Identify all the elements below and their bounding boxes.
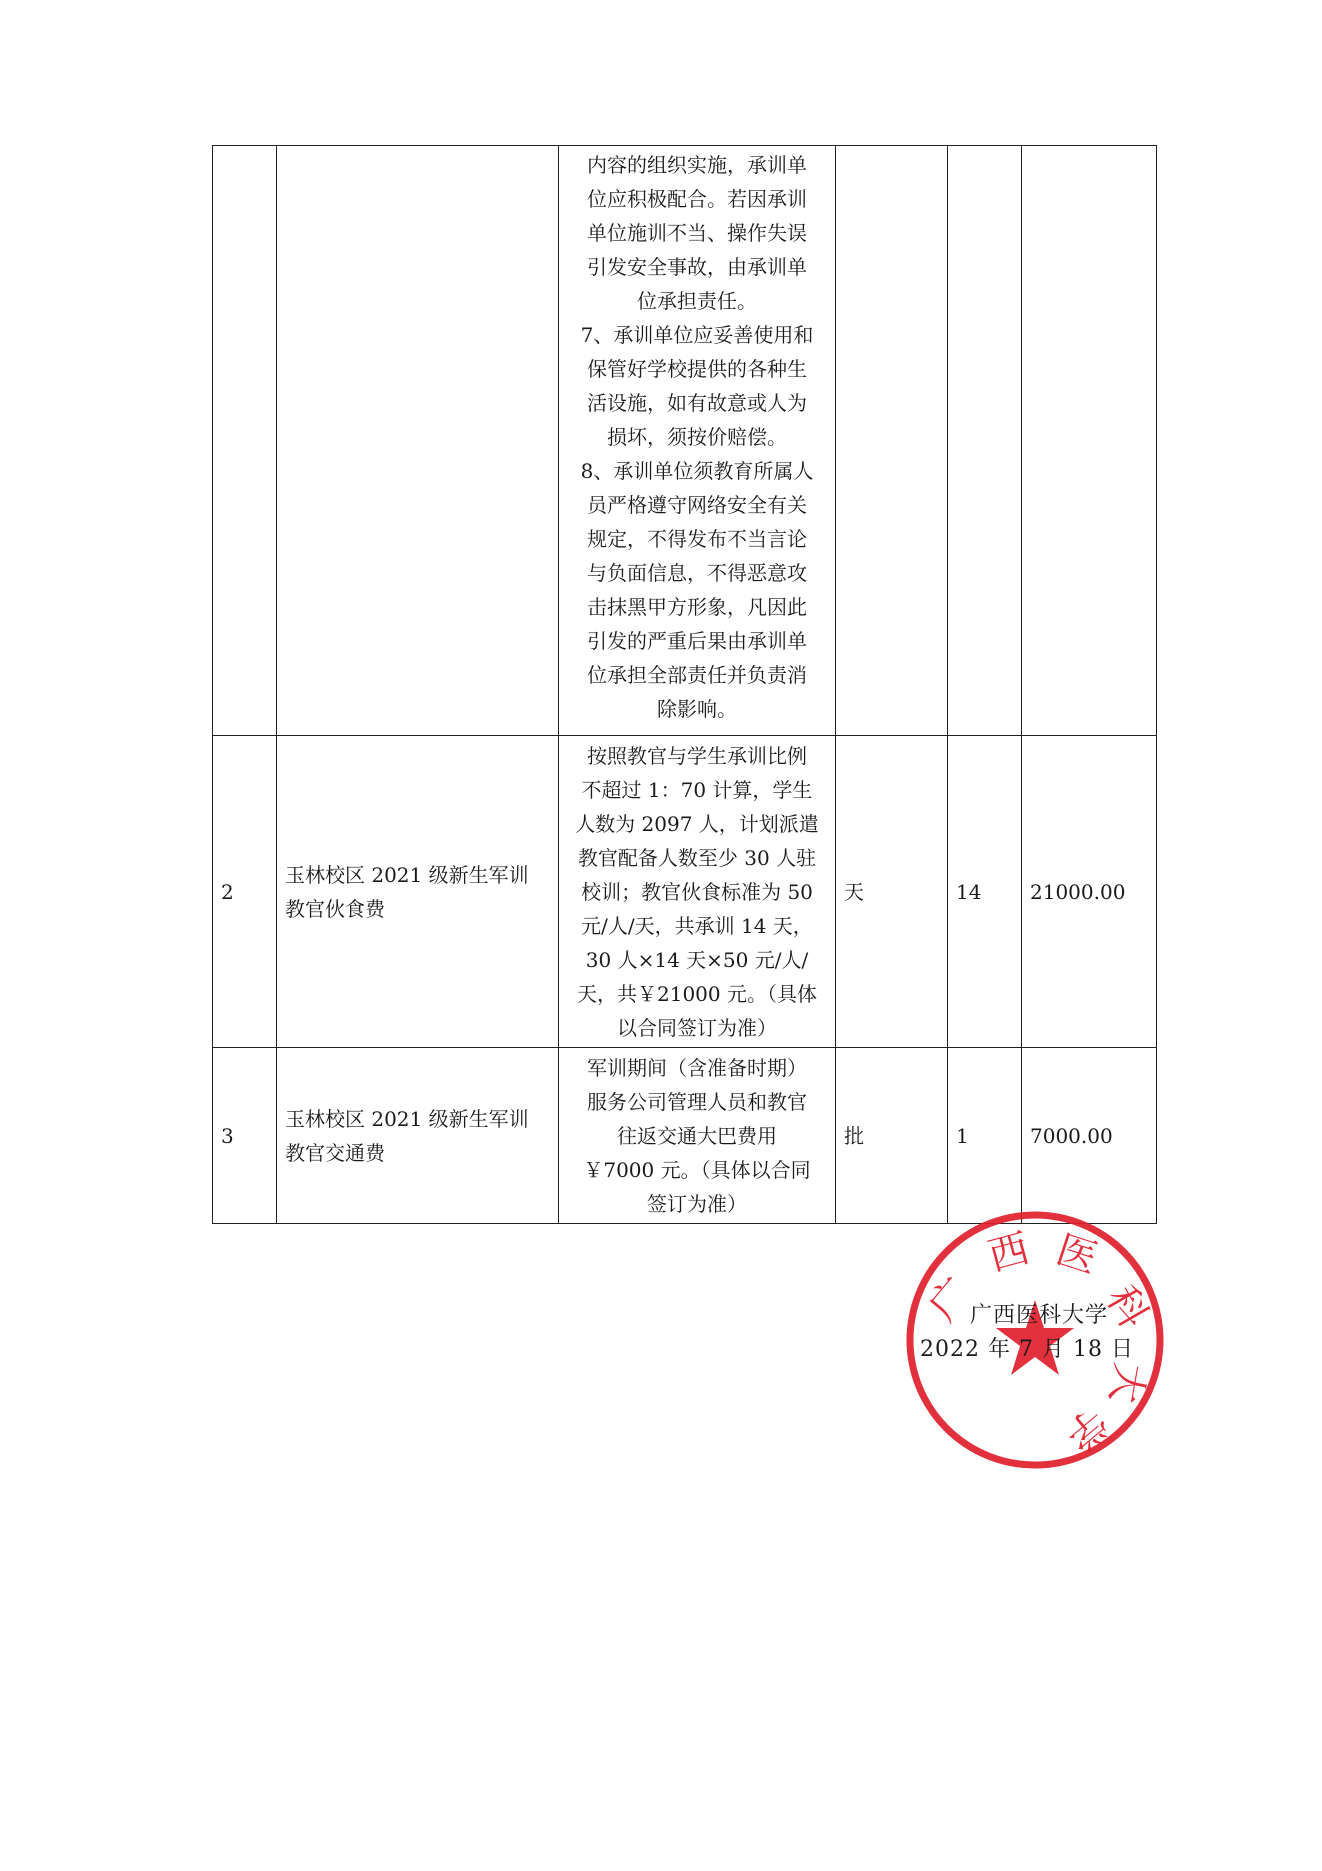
seal-char: 学 <box>1055 1398 1116 1460</box>
row-seq: 2 <box>213 736 277 1048</box>
row-unit: 天 <box>836 736 948 1048</box>
row-unit: 批 <box>836 1048 948 1224</box>
row-description-cell <box>559 736 836 1048</box>
table-row <box>213 736 1157 1048</box>
signature-organization: 广西医科大学 <box>970 1303 1109 1328</box>
seal-char: 大 <box>1100 1359 1153 1407</box>
row-amount: 21000.00 <box>1022 736 1157 1048</box>
seal-char: 医 <box>1050 1226 1104 1283</box>
row-seq: 3 <box>213 1048 277 1224</box>
row-name: 玉林校区 2021 级新生军训 教官伙食费 <box>277 736 559 1048</box>
table-row <box>213 1048 1157 1224</box>
table-row-continued <box>213 146 1157 736</box>
row-qty: 1 <box>948 1048 1022 1224</box>
row-description: 内容的组织实施，承训单 位应积极配合。若因承训 单位施训不当、操作失误 引发安全事故，由承训单 位承担责任。 7、承训单位应妥善使用和 保管好学校提供的各种生 活设施，如有故意或人为 损坏，须按价赔偿。 8、承训单位须教育所属人 员严格遵守网络安全有关 规定，不得发布不当言论 与负面信息，不得恶意攻 击抹黑甲方形象，凡因此 引发的严重后果由承训单 位承担全部责任并负责消 除影响。 <box>580 153 814 721</box>
row-unit <box>836 146 948 736</box>
row-qty <box>948 146 1022 736</box>
row-description-cell <box>559 1048 836 1224</box>
fee-table-container <box>212 145 1156 1224</box>
row-qty: 14 <box>948 736 1022 1048</box>
row-description-cell <box>559 146 836 736</box>
signature-date: 2022 年 7 月 18 日 <box>920 1337 1134 1362</box>
row-amount <box>1022 146 1157 736</box>
fee-table <box>212 145 1157 1224</box>
row-amount: 7000.00 <box>1022 1048 1157 1224</box>
row-description: 军训期间（含准备时期） 服务公司管理人员和教官 往返交通大巴费用 ￥7000 元。（具体以合同 签订为准） <box>583 1055 811 1216</box>
row-name: 玉林校区 2021 级新生军训 教官交通费 <box>277 1048 559 1224</box>
seal-char: 广 <box>920 1269 982 1330</box>
seal-char: 科 <box>1097 1278 1157 1337</box>
row-seq <box>213 146 277 736</box>
seal-char: 西 <box>983 1225 1035 1281</box>
row-description: 按照教官与学生承训比例 不超过 1：70 计算，学生 人数为 2097 人，计划派遣 教官配备人数至少 30 人驻 校训；教官伙食标准为 50 元/人/天，共承训 14 天， 30 人×14 天×50 元/人/ 天，共￥21000 元。（具体 以合同签订为准） <box>575 743 819 1040</box>
row-name <box>277 146 559 736</box>
